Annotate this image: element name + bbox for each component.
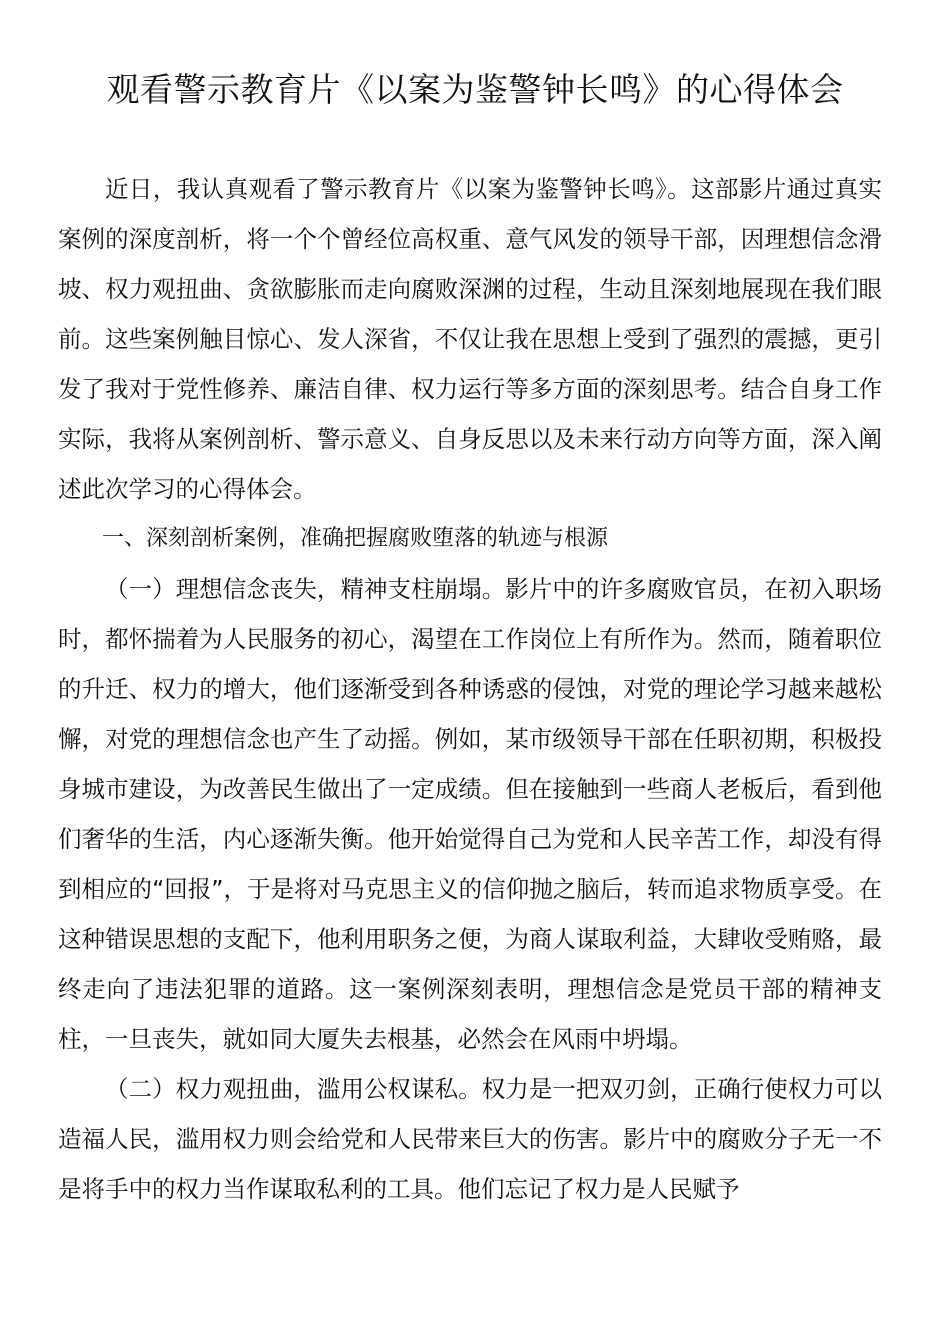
paragraph-ideals: （一）理想信念丧失，精神支柱崩塌。影片中的许多腐败官员，在初入职场时，都怀揣着为人民服务的初心，渴望在工作岗位上有所作为。然而，随着职位的升迁、权力的增大，他们逐渐受到各种诱惑的侵蚀，对党的理论学习越来越松懈，对党的理想信念也产生了动摇。例如，某市级领导干部在任职初期，积极投身城市建设，为改善民生做出了一定成绩。但在接触到一些商人老板后，看到他们奢华的生活，内心逐渐失衡。他开始觉得自己为党和人民辛苦工作，却没有得到相应的“回报”，于是将对马克思主义的信仰抛之脑后，转而追求物质享受。在这种错误思想的支配下，他利用职务之便，为商人谋取利益，大肆收受贿赂，最终走向了违法犯罪的道路。这一案例深刻表明，理想信念是党员干部的精神支柱，一旦丧失，就如同大厦失去根基，必然会在风雨中坍塌。 bbox=[58, 575, 882, 1053]
intro-paragraph: 近日，我认真观看了警示教育片《以案为鉴警钟长鸣》。这部影片通过真实案例的深度剖析，将一个个曾经位高权重、意气风发的领导干部，因理想信念滑坡、权力观扭曲、贪欲膨胀而走向腐败深渊的过程，生动且深刻地展现在我们眼前。这些案例触目惊心、发人深省，不仅让我在思想上受到了强烈的震撼，更引发了我对于党性修养、廉洁自律、权力运行等多方面的深刻思考。结合自身工作实际，我将从案例剖析、警示意义、自身反思以及未来行动方向等方面，深入阐述此次学习的心得体会。 bbox=[58, 175, 882, 503]
section-heading: 一、深刻剖析案例，准确把握腐败堕落的轨迹与根源 bbox=[102, 526, 609, 551]
document-title: 观看警示教育片《以案为鉴警钟长鸣》的心得体会 bbox=[106, 70, 844, 109]
paragraph-power: （二）权力观扭曲，滥用公权谋私。权力是一把双刃剑，正确行使权力可以造福人民，滥用权力则会给党和人民带来巨大的伤害。影片中的腐败分子无一不是将手中的权力当作谋取私利的工具。他们忘记了权力是人民赋予 bbox=[58, 1075, 882, 1203]
document-body bbox=[58, 164, 882, 1214]
